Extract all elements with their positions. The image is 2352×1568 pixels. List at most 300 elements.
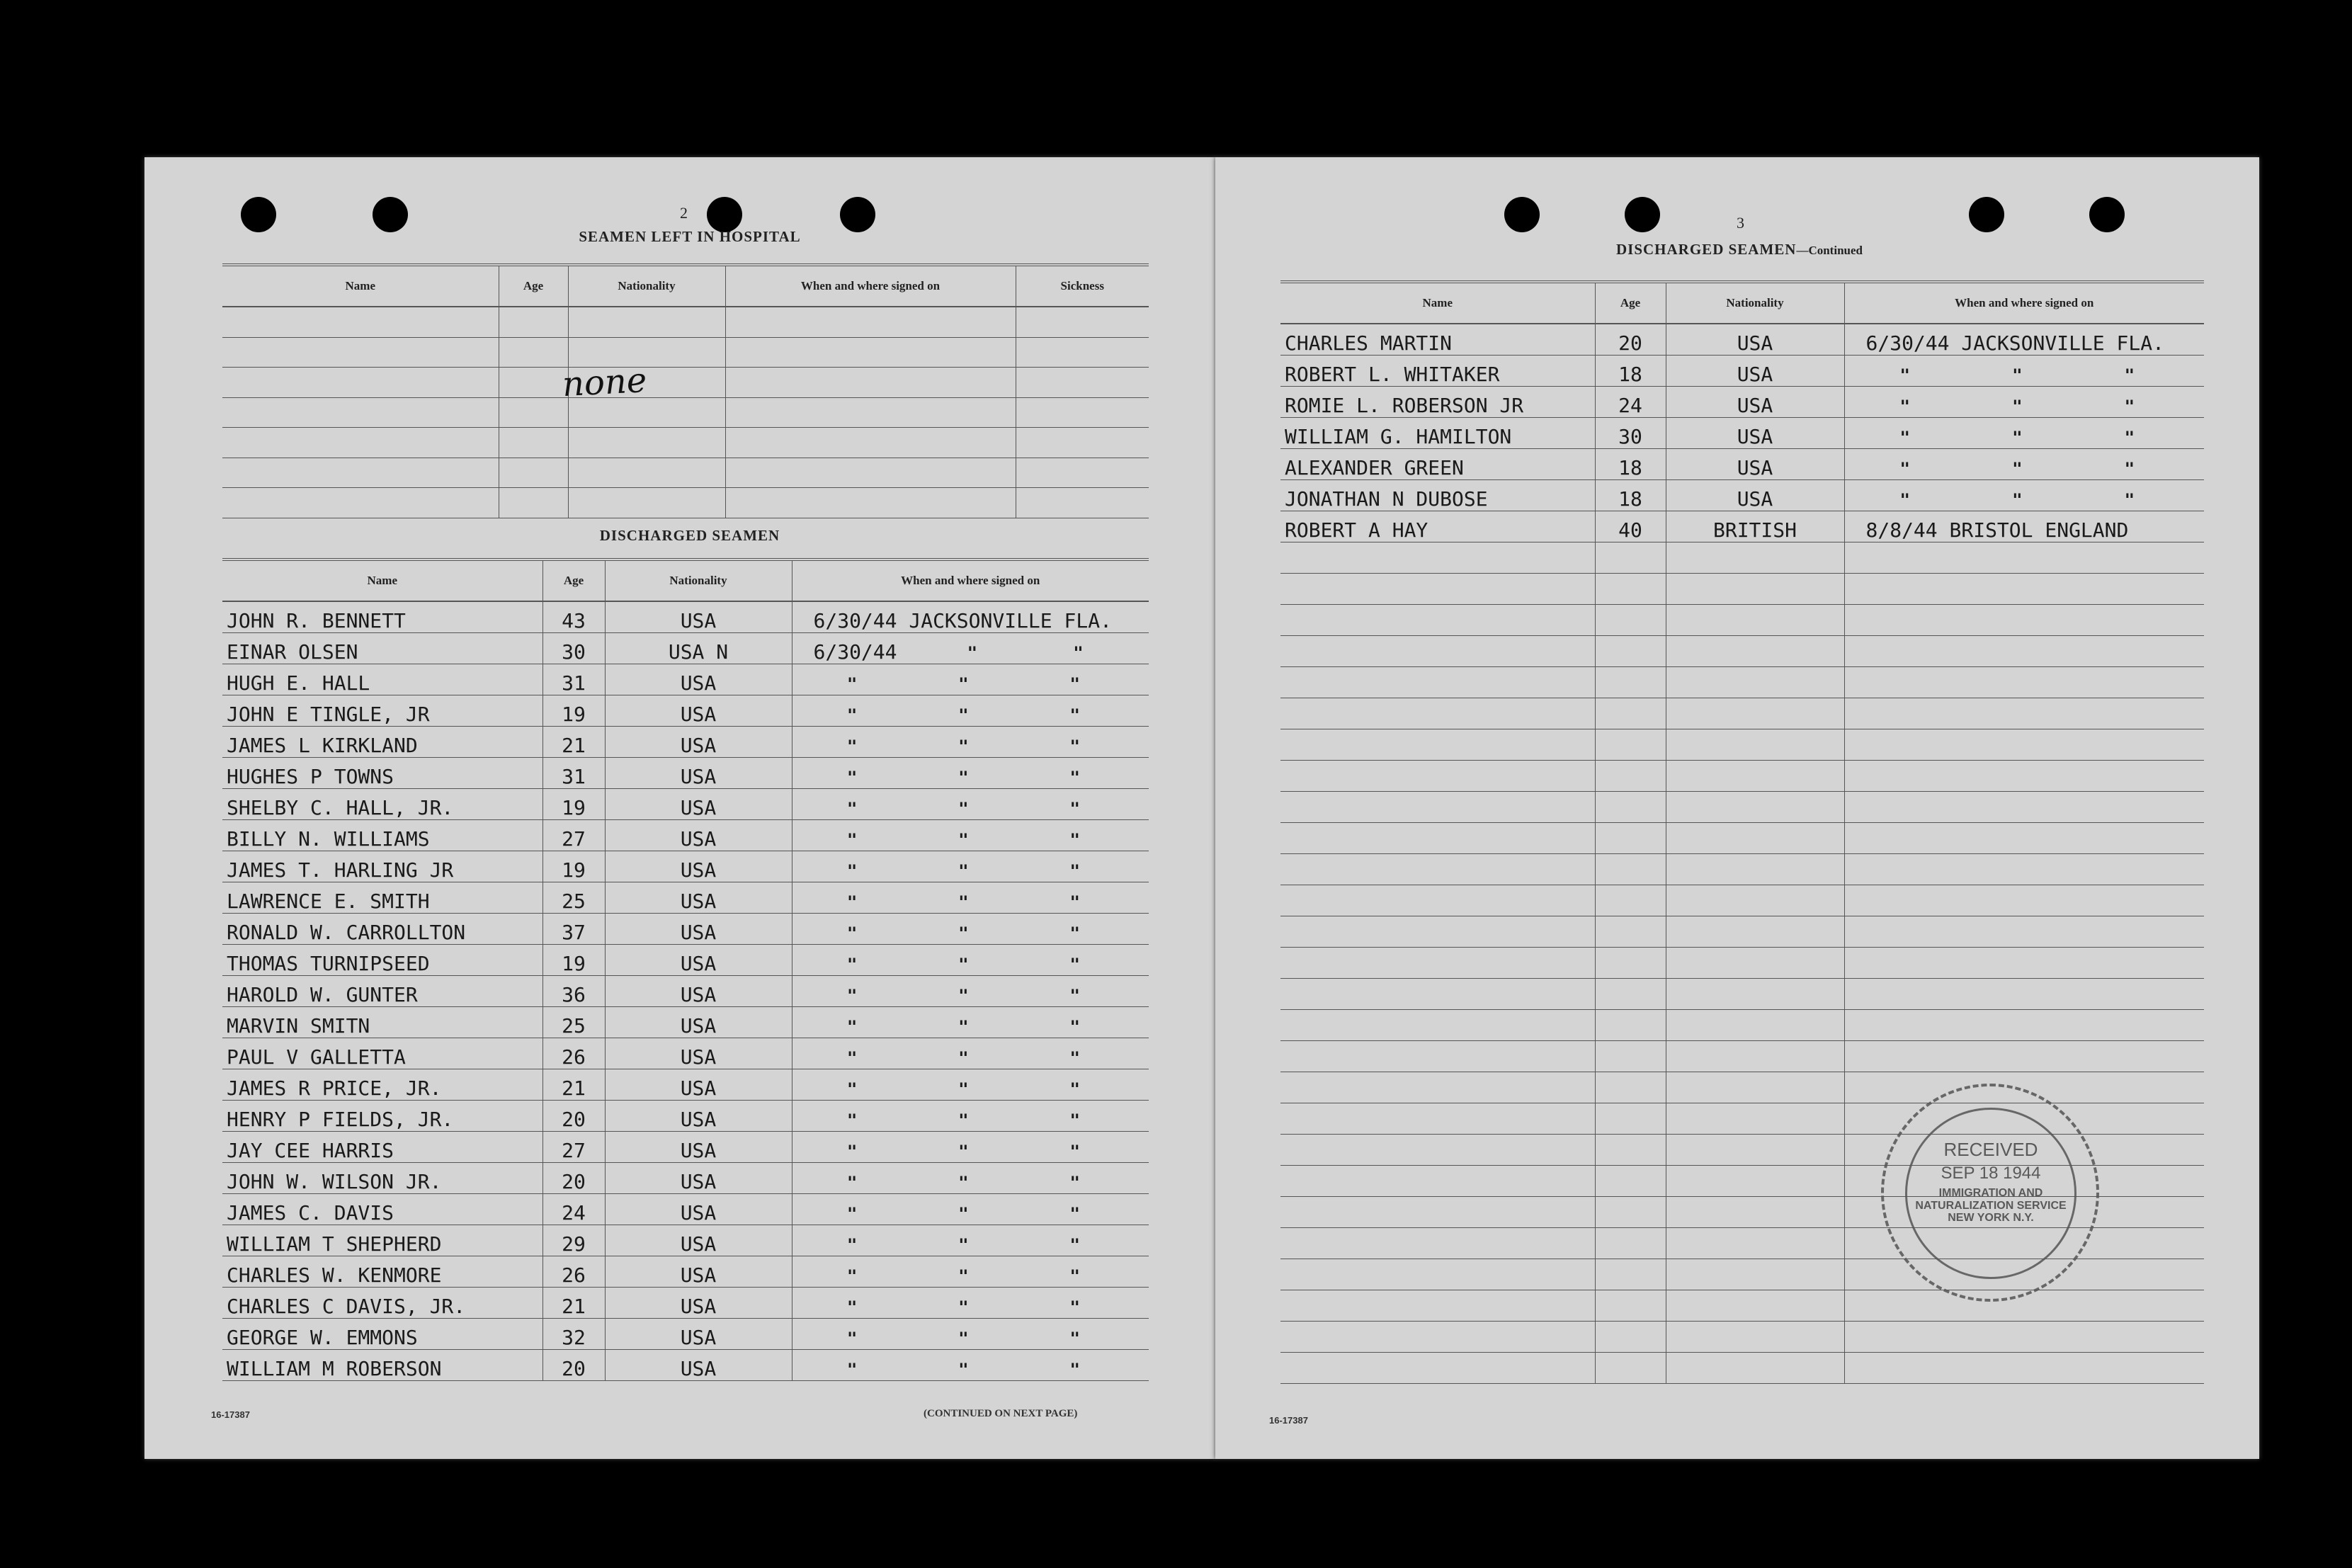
empty-cell: [1666, 979, 1844, 1010]
ditto-mark: ": [846, 1142, 858, 1161]
seaman-name: PAUL V GALLETTA: [222, 1038, 542, 1069]
empty-cell: [1666, 948, 1844, 979]
seaman-name: HUGH E. HALL: [222, 664, 542, 695]
empty-cell: [1666, 916, 1844, 948]
ditto-mark: ": [846, 924, 858, 943]
ditto-mark: ": [846, 1329, 858, 1348]
signed-on-ditto: [792, 727, 1149, 758]
col-header-age: Age: [542, 559, 605, 601]
ditto-mark: ": [846, 1079, 858, 1099]
empty-cell: [1595, 698, 1666, 729]
seaman-row: [1280, 418, 2204, 449]
page-number: 2: [680, 204, 688, 222]
ditto-mark: ": [958, 1142, 969, 1161]
hospital-cell: [725, 397, 1016, 428]
empty-cell: [1280, 1322, 1595, 1353]
empty-row: [1280, 574, 2204, 605]
empty-cell: [1280, 1103, 1595, 1135]
empty-cell: [1280, 948, 1595, 979]
signed-on-ditto: [792, 1007, 1149, 1038]
seaman-age: 26: [542, 1038, 605, 1069]
seaman-name: JAMES L KIRKLAND: [222, 727, 542, 758]
page-number: 3: [1737, 214, 1744, 232]
empty-cell: [1280, 1166, 1595, 1197]
ditto-mark: ": [2012, 490, 2023, 510]
empty-cell: [1280, 854, 1595, 885]
hospital-row: [222, 307, 1149, 337]
empty-row: [1280, 636, 2204, 667]
seaman-age: 31: [542, 758, 605, 789]
hospital-cell: [568, 307, 725, 337]
seaman-name: ROBERT A HAY: [1280, 511, 1595, 542]
ditto-mark: ": [1069, 1235, 1080, 1255]
discharged-continued-title: [1548, 241, 1931, 259]
empty-cell: [1280, 979, 1595, 1010]
seaman-row: [1280, 511, 2204, 542]
empty-cell: [1595, 605, 1666, 636]
hospital-row: [222, 488, 1149, 518]
seaman-age: 18: [1595, 449, 1666, 480]
seaman-nationality: USA: [605, 1319, 792, 1350]
ditto-mark: ": [846, 1173, 858, 1193]
empty-cell: [1280, 1259, 1595, 1290]
empty-cell: [1844, 542, 2204, 574]
empty-cell: [1666, 792, 1844, 823]
ditto-mark: ": [846, 986, 858, 1006]
ditto-mark: ": [846, 768, 858, 788]
seaman-age: 24: [542, 1194, 605, 1225]
seaman-row: [1280, 356, 2204, 387]
signed-on-ditto: [792, 664, 1149, 695]
seaman-age: 24: [1595, 387, 1666, 418]
ditto-mark: ": [958, 1110, 969, 1130]
seaman-nationality: USA: [1666, 418, 1844, 449]
signed-on-ditto: [792, 1038, 1149, 1069]
col-header-age: Age: [499, 265, 568, 307]
punch-hole: [840, 197, 875, 232]
seaman-name: LAWRENCE E. SMITH: [222, 882, 542, 914]
seaman-row: [222, 851, 1149, 882]
seaman-nationality: USA: [605, 1007, 792, 1038]
ditto-mark: ": [1069, 674, 1080, 694]
seaman-row: [222, 1256, 1149, 1288]
seaman-age: 19: [542, 695, 605, 727]
seaman-name: JOHN R. BENNETT: [222, 601, 542, 633]
empty-cell: [1844, 854, 2204, 885]
hospital-cell: [499, 488, 568, 518]
ditto-mark: ": [1069, 705, 1080, 725]
empty-cell: [1595, 854, 1666, 885]
ditto-mark: ": [958, 1297, 969, 1317]
ditto-mark: ": [846, 830, 858, 850]
hospital-cell: [222, 368, 499, 398]
seaman-nationality: USA: [605, 1256, 792, 1288]
empty-cell: [1666, 1041, 1844, 1072]
empty-cell: [1280, 574, 1595, 605]
empty-cell: [1666, 698, 1844, 729]
ditto-mark: ": [958, 1329, 969, 1348]
seaman-row: [222, 695, 1149, 727]
seaman-nationality: USA: [605, 851, 792, 882]
seaman-nationality: USA: [605, 1288, 792, 1319]
ditto-mark: ": [1069, 737, 1080, 756]
col-header-age: Age: [1595, 282, 1666, 324]
received-stamp: [1881, 1084, 2099, 1302]
empty-cell: [1280, 729, 1595, 761]
seaman-age: 18: [1595, 356, 1666, 387]
ditto-mark: ": [958, 799, 969, 819]
continued-note: (CONTINUED ON NEXT PAGE): [924, 1408, 1078, 1419]
seaman-age: 30: [542, 633, 605, 664]
col-header-nationality: Nationality: [1666, 282, 1844, 324]
col-header-nationality: Nationality: [568, 265, 725, 307]
ditto-mark: ": [846, 674, 858, 694]
stamp-date: SEP 18 1944: [1941, 1163, 2041, 1183]
empty-cell: [1666, 1197, 1844, 1228]
empty-cell: [1844, 761, 2204, 792]
empty-cell: [1844, 1041, 2204, 1072]
punch-hole: [2089, 197, 2125, 232]
col-header-name: Name: [1280, 282, 1595, 324]
empty-cell: [1595, 1010, 1666, 1041]
empty-cell: [1666, 1103, 1844, 1135]
seaman-age: 31: [542, 664, 605, 695]
seaman-nationality: USA: [1666, 387, 1844, 418]
signed-on-ditto: [792, 1319, 1149, 1350]
seaman-nationality: USA: [1666, 324, 1844, 356]
seaman-age: 19: [542, 789, 605, 820]
empty-cell: [1666, 1010, 1844, 1041]
signed-on-ditto: [792, 758, 1149, 789]
empty-cell: [1280, 1353, 1595, 1384]
seaman-name: WILLIAM G. HAMILTON: [1280, 418, 1595, 449]
signed-on-ditto: [1844, 418, 2204, 449]
ditto-mark: ": [958, 674, 969, 694]
ditto-mark: ": [846, 892, 858, 912]
empty-cell: [1595, 1259, 1666, 1290]
signed-on-ditto: [792, 1256, 1149, 1288]
seaman-nationality: USA: [605, 820, 792, 851]
empty-row: [1280, 729, 2204, 761]
empty-row: [1280, 1072, 2204, 1103]
col-header-signed-on: When and where signed on: [725, 265, 1016, 307]
seaman-row: [222, 914, 1149, 945]
seaman-row: [222, 727, 1149, 758]
seaman-age: 26: [542, 1256, 605, 1288]
signed-on-ditto: [792, 882, 1149, 914]
ditto-mark: ": [1069, 1360, 1080, 1380]
punch-hole: [707, 197, 742, 232]
seaman-row: [1280, 480, 2204, 511]
empty-cell: [1595, 542, 1666, 574]
seaman-age: 37: [542, 914, 605, 945]
empty-cell: [1666, 1259, 1844, 1290]
title-continued: —Continued: [1796, 244, 1863, 257]
stamp-inner: [1905, 1108, 2077, 1279]
empty-cell: [1844, 1322, 2204, 1353]
hospital-row: [222, 337, 1149, 368]
signed-on-ditto: [792, 1163, 1149, 1194]
signed-on-ditto: [1844, 449, 2204, 480]
empty-cell: [1595, 1353, 1666, 1384]
empty-cell: [1844, 823, 2204, 854]
seaman-nationality: USA: [605, 945, 792, 976]
empty-cell: [1844, 574, 2204, 605]
seaman-name: JAMES R PRICE, JR.: [222, 1069, 542, 1101]
empty-cell: [1280, 605, 1595, 636]
empty-row: [1280, 667, 2204, 698]
empty-cell: [1595, 761, 1666, 792]
ditto-mark: ": [846, 705, 858, 725]
seaman-age: 27: [542, 1132, 605, 1163]
empty-cell: [1666, 823, 1844, 854]
hospital-cell: [499, 368, 568, 398]
empty-cell: [1666, 1290, 1844, 1322]
col-header-signed-on: When and where signed on: [1844, 282, 2204, 324]
empty-cell: [1595, 948, 1666, 979]
empty-cell: [1280, 1197, 1595, 1228]
seaman-name: CHARLES MARTIN: [1280, 324, 1595, 356]
ditto-mark: ": [2012, 428, 2023, 448]
seaman-name: HENRY P FIELDS, JR.: [222, 1101, 542, 1132]
ditto-mark: ": [1073, 643, 1084, 663]
empty-cell: [1666, 1072, 1844, 1103]
empty-row: [1280, 885, 2204, 916]
ditto-mark: ": [2012, 459, 2023, 479]
ditto-mark: ": [846, 1017, 858, 1037]
seaman-name: CHARLES C DAVIS, JR.: [222, 1288, 542, 1319]
signed-on: [792, 633, 1149, 664]
seaman-nationality: USA: [605, 695, 792, 727]
seaman-nationality: BRITISH: [1666, 511, 1844, 542]
empty-cell: [1666, 1322, 1844, 1353]
ditto-mark: ": [958, 1017, 969, 1037]
signed-on-ditto: [1844, 480, 2204, 511]
seaman-name: THOMAS TURNIPSEED: [222, 945, 542, 976]
hospital-cell: [568, 488, 725, 518]
ditto-mark: ": [846, 861, 858, 881]
hospital-cell: [499, 397, 568, 428]
seaman-age: 20: [542, 1163, 605, 1194]
hospital-row: [222, 397, 1149, 428]
ditto-mark: ": [958, 1266, 969, 1286]
seaman-row: [1280, 387, 2204, 418]
empty-cell: [1595, 823, 1666, 854]
seaman-age: 25: [542, 1007, 605, 1038]
signed-on-ditto: [1844, 387, 2204, 418]
hospital-cell: [222, 458, 499, 488]
seaman-name: JONATHAN N DUBOSE: [1280, 480, 1595, 511]
empty-cell: [1280, 636, 1595, 667]
signed-on-ditto: [792, 914, 1149, 945]
seaman-nationality: USA: [605, 1350, 792, 1381]
empty-cell: [1666, 1228, 1844, 1259]
punch-hole: [241, 197, 276, 232]
signed-on: 6/30/44 JACKSONVILLE FLA.: [1844, 324, 2204, 356]
ditto-mark: ": [2124, 459, 2135, 479]
seaman-age: 18: [1595, 480, 1666, 511]
empty-cell: [1280, 542, 1595, 574]
ditto-mark: ": [1069, 1079, 1080, 1099]
empty-cell: [1280, 1072, 1595, 1103]
ditto-mark: ": [846, 799, 858, 819]
col-header-signed-on: When and where signed on: [792, 559, 1149, 601]
punch-hole: [1504, 197, 1540, 232]
seaman-age: 27: [542, 820, 605, 851]
seaman-row: [222, 1163, 1149, 1194]
seaman-nationality: USA: [605, 664, 792, 695]
hospital-cell: [1016, 337, 1149, 368]
seaman-row: [222, 1132, 1149, 1163]
ditto-mark: ": [846, 1266, 858, 1286]
seaman-nationality: USA: [1666, 480, 1844, 511]
signed-on-ditto: [792, 820, 1149, 851]
seaman-nationality: USA: [605, 1132, 792, 1163]
ditto-mark: ": [958, 986, 969, 1006]
hospital-cell: [222, 397, 499, 428]
empty-cell: [1280, 1010, 1595, 1041]
empty-cell: [1280, 761, 1595, 792]
punch-hole: [373, 197, 408, 232]
hospital-cell: [499, 337, 568, 368]
ditto-mark: ": [2124, 365, 2135, 385]
empty-row: [1280, 1290, 2204, 1322]
seaman-nationality: USA: [605, 914, 792, 945]
stamp-received: RECEIVED: [1943, 1139, 2038, 1160]
seaman-name: JOHN W. WILSON JR.: [222, 1163, 542, 1194]
ditto-mark: ": [1899, 428, 1910, 448]
signed-on-ditto: [1844, 356, 2204, 387]
seaman-nationality: USA: [605, 1069, 792, 1101]
ditto-mark: ": [1899, 459, 1910, 479]
seaman-name: MARVIN SMITN: [222, 1007, 542, 1038]
hospital-cell: [499, 428, 568, 458]
signed-on-ditto: [792, 789, 1149, 820]
empty-row: [1280, 823, 2204, 854]
empty-cell: [1844, 885, 2204, 916]
seaman-name: RONALD W. CARROLLTON: [222, 914, 542, 945]
seaman-nationality: USA: [605, 727, 792, 758]
hospital-row: [222, 428, 1149, 458]
ditto-mark: ": [1069, 768, 1080, 788]
empty-cell: [1595, 729, 1666, 761]
seaman-age: 21: [542, 1069, 605, 1101]
signed-on-ditto: [792, 851, 1149, 882]
hospital-cell: [222, 307, 499, 337]
hospital-section-title: SEAMEN LEFT IN HOSPITAL: [579, 228, 801, 245]
empty-cell: [1844, 1010, 2204, 1041]
seaman-age: 32: [542, 1319, 605, 1350]
seaman-name: WILLIAM M ROBERSON: [222, 1350, 542, 1381]
seaman-name: GEORGE W. EMMONS: [222, 1319, 542, 1350]
empty-cell: [1595, 1041, 1666, 1072]
hospital-cell: [1016, 428, 1149, 458]
empty-cell: [1595, 1072, 1666, 1103]
ditto-mark: ": [1069, 1110, 1080, 1130]
ditto-mark: ": [846, 1297, 858, 1317]
seaman-row: [222, 1288, 1149, 1319]
seaman-nationality: USA: [605, 1101, 792, 1132]
empty-cell: [1595, 1166, 1666, 1197]
empty-row: [1280, 854, 2204, 885]
signed-on-ditto: [792, 1132, 1149, 1163]
seaman-age: 21: [542, 1288, 605, 1319]
ditto-mark: ": [958, 1079, 969, 1099]
ditto-mark: ": [1899, 365, 1910, 385]
ditto-mark: ": [958, 737, 969, 756]
empty-row: [1280, 698, 2204, 729]
none-handwritten-note: none: [561, 360, 648, 405]
seaman-row: [222, 601, 1149, 633]
empty-cell: [1844, 729, 2204, 761]
empty-cell: [1595, 1103, 1666, 1135]
empty-row: [1280, 1353, 2204, 1384]
empty-cell: [1280, 916, 1595, 948]
seaman-name: WILLIAM T SHEPHERD: [222, 1225, 542, 1256]
seaman-row: [222, 1225, 1149, 1256]
ditto-mark: ": [2012, 365, 2023, 385]
seaman-row: [222, 1101, 1149, 1132]
left-page: [144, 157, 1217, 1459]
empty-cell: [1595, 636, 1666, 667]
col-header-nationality: Nationality: [605, 559, 792, 601]
hospital-cell: [1016, 397, 1149, 428]
empty-cell: [1595, 1322, 1666, 1353]
stamp-agency: IMMIGRATION AND NATURALIZATION SERVICE NEW YORK N.Y.: [1915, 1186, 2067, 1225]
empty-row: [1280, 979, 2204, 1010]
seaman-row: [222, 1319, 1149, 1350]
hospital-cell: [499, 307, 568, 337]
seaman-nationality: USA: [1666, 356, 1844, 387]
seaman-row: [222, 789, 1149, 820]
hospital-cell: [222, 337, 499, 368]
empty-cell: [1844, 636, 2204, 667]
ditto-mark: ": [1069, 1329, 1080, 1348]
seaman-age: 20: [542, 1101, 605, 1132]
empty-cell: [1844, 979, 2204, 1010]
hospital-row: [222, 458, 1149, 488]
ditto-mark: ": [958, 1360, 969, 1380]
ditto-mark: ": [2124, 490, 2135, 510]
ditto-mark: ": [846, 737, 858, 756]
ditto-mark: ": [958, 892, 969, 912]
col-header-sickness: Sickness: [1016, 265, 1149, 307]
seaman-nationality: USA N: [605, 633, 792, 664]
empty-cell: [1280, 792, 1595, 823]
seaman-name: CHARLES W. KENMORE: [222, 1256, 542, 1288]
seaman-nationality: USA: [605, 601, 792, 633]
ditto-mark: ": [2124, 428, 2135, 448]
seaman-age: 19: [542, 945, 605, 976]
ditto-mark: ": [1069, 830, 1080, 850]
seaman-row: [1280, 324, 2204, 356]
hospital-cell: [568, 458, 725, 488]
seaman-nationality: USA: [605, 1038, 792, 1069]
signed-on-ditto: [792, 1225, 1149, 1256]
seaman-row: [222, 664, 1149, 695]
seaman-name: ROBERT L. WHITAKER: [1280, 356, 1595, 387]
ditto-mark: ": [1069, 799, 1080, 819]
hospital-cell: [222, 428, 499, 458]
signed-on-date: 6/30/44: [813, 640, 897, 664]
hospital-cell: [725, 337, 1016, 368]
ditto-mark: ": [1069, 1173, 1080, 1193]
ditto-mark: ": [958, 1048, 969, 1068]
punch-hole: [1625, 197, 1660, 232]
empty-cell: [1280, 1041, 1595, 1072]
ditto-mark: ": [958, 955, 969, 975]
empty-cell: [1595, 574, 1666, 605]
